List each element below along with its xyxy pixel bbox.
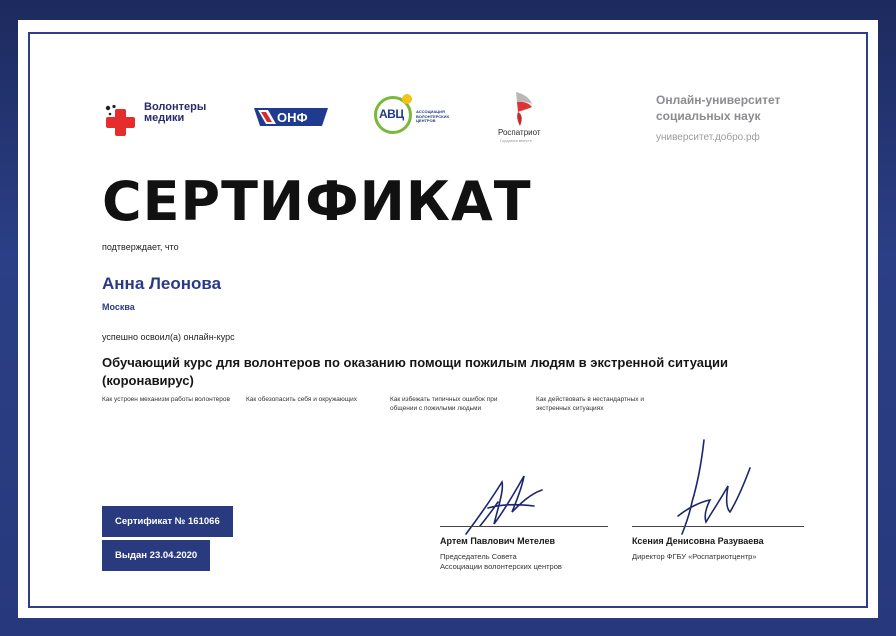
- university-title-line2: социальных наук: [656, 109, 761, 123]
- signature-razuvaeva: [664, 438, 754, 538]
- signature-line: [632, 526, 804, 527]
- university-block: [656, 92, 856, 143]
- onf-logo-text: ОНФ: [277, 110, 308, 125]
- sun-dot-icon: [402, 94, 412, 104]
- completed-text: успешно освоил(а) онлайн-курс: [102, 332, 235, 342]
- signatory-position: Директор ФГБУ «Роспатриотцентр»: [632, 552, 757, 561]
- course-topic: Как устроен механизм работы волонтеров: [102, 396, 230, 403]
- volunteer-medics-logo: [104, 102, 214, 142]
- recipient-name: Анна Леонова: [102, 274, 222, 293]
- course-topic: Как избежать типичных ошибок при общении с пожилыми людьми: [390, 396, 498, 412]
- onf-logo: [254, 108, 328, 126]
- volunteer-medics-line1: Волонтеры: [144, 101, 207, 113]
- certificate-sheet: [18, 20, 878, 618]
- volunteer-medics-line2: медики: [144, 112, 185, 124]
- rospatriot-slogan: Гордимся вместе: [500, 138, 532, 143]
- signatory-position: Ассоциации волонтерских центров: [440, 562, 562, 571]
- avc-logo: [374, 94, 458, 138]
- course-topic: Как обезопасить себя и окружающих: [246, 396, 358, 403]
- signature-metelev: [458, 468, 558, 540]
- certificate-title: СЕРТИФИКАТ: [102, 170, 532, 233]
- confirms-text: подтверждает, что: [102, 242, 179, 252]
- avc-abbreviation: АВЦ: [379, 107, 404, 121]
- university-site: университет.добро.рф: [656, 132, 760, 143]
- issue-date-badge: Выдан 23.04.2020: [102, 540, 210, 571]
- certificate-number-badge: Сертификат № 161066: [102, 506, 233, 537]
- course-title: Обучающий курс для волонтеров по оказанию помощи пожилым людям в экстренной ситуации (коронавирус): [102, 355, 728, 388]
- signatory-name: Артем Павлович Метелев: [440, 536, 556, 546]
- recipient-city: Москва: [102, 302, 135, 312]
- avc-tagline: АССОЦИАЦИЯ ВОЛОНТЕРСКИХ ЦЕНТРОВ: [416, 109, 450, 123]
- medical-cross-icon: [104, 104, 138, 138]
- flag-icon: [510, 92, 536, 126]
- signatory-name: Ксения Денисовна Разуваева: [632, 536, 764, 546]
- university-title-line1: Онлайн-университет: [656, 93, 781, 107]
- rospatriot-name: Роспатриот: [498, 128, 541, 137]
- course-topic: Как действовать в нестандартных и экстренных ситуациях: [536, 396, 644, 412]
- rospatriot-logo: [496, 92, 566, 144]
- signatory-position: Председатель Совета: [440, 552, 517, 561]
- signature-line: [440, 526, 608, 527]
